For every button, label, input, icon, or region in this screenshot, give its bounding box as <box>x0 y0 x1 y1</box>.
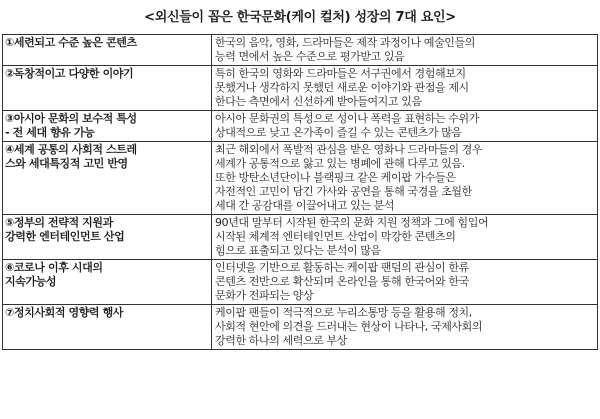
factor-description-line: 아시아 문화권의 특성으로 성이나 폭력을 표현하는 수위가 <box>215 112 480 125</box>
factor-description-line: 능력 면에서 높은 수준으로 평가받고 있음 <box>215 50 405 63</box>
factor-description-line: 한다는 측면에서 신선하게 받아들여지고 있음 <box>215 95 422 108</box>
factor-description-line: 한국의 음악, 영화, 드라마들은 제작 과정이나 예술인들의 <box>215 36 475 49</box>
factor-name-cell <box>3 215 212 260</box>
factor-name-line: 강력한 엔터테인먼트 산업 <box>5 230 125 243</box>
factors-table <box>2 34 598 350</box>
table-row <box>3 260 598 305</box>
table-row <box>3 305 598 350</box>
factor-description-cell <box>212 142 598 215</box>
factor-name-cell <box>3 142 212 215</box>
factor-description-line: 못했거나 생각하지 못했던 새로운 이야기와 관점을 제시 <box>215 81 469 94</box>
factor-name-line: ②독창적이고 다양한 이야기 <box>5 67 134 80</box>
factor-name-line: 지속가능성 <box>5 275 57 288</box>
factor-name-cell <box>3 111 212 142</box>
factor-description-line: 강력한 하나의 세력으로 부상 <box>215 334 348 347</box>
table-row <box>3 35 598 66</box>
factor-description-line: 힘으로 표출되고 있다는 분석이 많음 <box>215 244 381 257</box>
factor-name-line: ⑦정치사회적 영향력 행사 <box>5 306 124 319</box>
factor-description-cell <box>212 66 598 111</box>
factor-description-line: 90년대 말부터 시작된 한국의 문화 지원 정책과 그에 힘입어 <box>215 216 489 229</box>
table-row <box>3 142 598 215</box>
factor-description-line: 자전적인 고민이 담긴 가사와 공연을 통해 국경을 초월한 <box>215 185 472 198</box>
factor-name-line: ③아시아 문화의 보수적 특성 <box>5 112 137 125</box>
factor-name-cell <box>3 305 212 350</box>
factor-name-line: - 전 세대 향유 가능 <box>5 126 95 139</box>
factor-name-line: ④세계 공통의 사회적 스트레 <box>5 143 137 156</box>
factor-description-cell <box>212 305 598 350</box>
factor-name-cell <box>3 35 212 66</box>
factors-table-body <box>3 35 598 350</box>
factor-description-line: 상대적으로 낮고 온가족이 즐길 수 있는 콘텐츠가 많음 <box>215 126 462 139</box>
factor-description-line: 시작된 체계적 엔터테인먼트 산업이 막강한 콘텐츠의 <box>215 230 456 243</box>
factor-description-line: 문화가 전파되는 양상 <box>215 289 314 302</box>
factor-name-cell <box>3 260 212 305</box>
factor-description-line: 세대 간 공감대를 이끌어내고 있는 분석 <box>215 199 395 212</box>
factor-description-cell <box>212 111 598 142</box>
factor-description-line: 특히 한국의 영화와 드라마들은 서구권에서 경험해보지 <box>215 67 466 80</box>
factor-description-cell <box>212 260 598 305</box>
factor-description-line: 사회적 현안에 의견을 드러내는 현상이 나타나, 국제사회의 <box>215 320 483 333</box>
table-row <box>3 66 598 111</box>
factor-name-line: ①세련되고 수준 높은 콘텐츠 <box>5 36 137 49</box>
table-row <box>3 111 598 142</box>
factor-description-line: 콘텐츠 전반으로 확산되며 온라인을 통해 한국어와 한국 <box>215 275 469 288</box>
factor-description-cell <box>212 35 598 66</box>
factor-description-line: 인터넷을 기반으로 활동하는 케이팝 팬덤의 관심이 한류 <box>215 261 469 274</box>
factor-description-line: 또한 방탄소년단이나 블랙핑크 같은 케이팝 가수들은 <box>215 171 456 184</box>
factor-description-line: 세계가 공통적으로 앓고 있는 병폐에 관해 다루고 있음. <box>215 157 465 170</box>
factor-description-line: 케이팝 팬들이 적극적으로 누리소통망 등을 활용해 정치, <box>215 306 472 319</box>
factor-name-line: ⑤정부의 전략적 지원과 <box>5 216 113 229</box>
factor-name-line: ⑥코로나 이후 시대의 <box>5 261 103 274</box>
page-title: <외신들이 꼽은 한국문화(케이 컬처) 성장의 7대 요인> <box>144 10 456 25</box>
factor-name-cell <box>3 66 212 111</box>
table-row <box>3 215 598 260</box>
factor-name-line: 스와 세대특징적 고민 반영 <box>5 157 128 170</box>
factor-description-line: 최근 해외에서 폭발적 관심을 받은 영화나 드라마들의 경우 <box>215 143 483 156</box>
factor-description-cell <box>212 215 598 260</box>
